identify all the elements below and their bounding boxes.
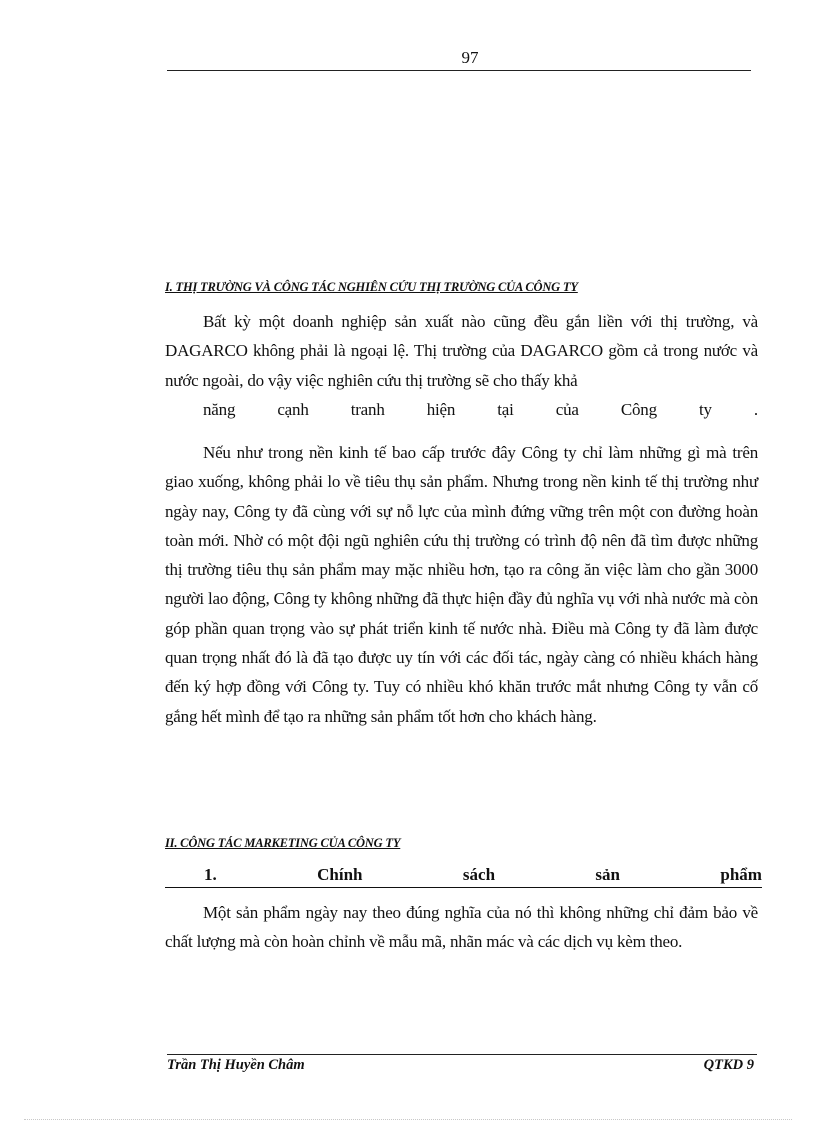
subheading-word: 1.	[204, 865, 217, 884]
subheading-word: phẩm	[720, 865, 762, 884]
footer-class-code: QTKD 9	[703, 1057, 754, 1073]
subheading-word: sách	[462, 865, 496, 884]
subheading-word: sản	[595, 865, 620, 884]
header-rule	[167, 70, 751, 71]
paragraph-market-intro	[165, 307, 758, 424]
word: hiện	[426, 399, 456, 419]
page-edge-divider	[24, 1119, 792, 1120]
justified-last-line	[165, 395, 758, 424]
word: năng	[203, 399, 236, 419]
word: tranh	[350, 399, 385, 419]
word: .	[753, 399, 758, 419]
subheading-product-policy	[165, 863, 762, 888]
word: cạnh	[277, 399, 309, 419]
word: của	[555, 399, 579, 419]
paragraph-product-policy: Một sản phẩm ngày nay theo đúng nghĩa của nó thì không những chỉ đảm bảo về chất lượng mà còn hoàn chỉnh về mẫu mã, nhãn mác và các dịch vụ kèm theo.	[165, 903, 758, 952]
word: tại	[497, 399, 514, 419]
word: ty	[698, 399, 712, 419]
subheading-word: Chính	[317, 865, 363, 884]
page-number: 97	[461, 48, 479, 67]
footer-author: Trần Thị Huyền Châm	[167, 1057, 305, 1073]
word: Công	[620, 399, 657, 419]
footer-rule	[167, 1054, 757, 1055]
section-heading-market: I. THỊ TRƯỜNG VÀ CÔNG TÁC NGHIÊN CỨU THỊ TRƯỜNG CỦA CÔNG TY	[165, 280, 578, 294]
section-heading-marketing: II. CÔNG TÁC MARKETING CỦA CÔNG TY	[165, 836, 401, 850]
paragraph-text: Bất kỳ một doanh nghiệp sản xuất nào cũng đều gắn liền với thị trường, và DAGARCO không phải là ngoại lệ. Thị trường của DAGARCO gồm cả trong nước và nước ngoài, do vậy việc nghiên cứu thị trường sẽ cho thấy khả	[165, 312, 758, 390]
paragraph-market-history: Nếu như trong nền kinh tế bao cấp trước đây Công ty chỉ làm những gì mà trên giao xuống, không phải lo về tiêu thụ sản phẩm. Nhưng trong nền kinh tế thị trường như ngày nay, Công ty đã cùng với sự nỗ lực của mình đứng vững trên một con đường hoàn toàn mới. Nhờ có một đội ngũ nghiên cứu thị trường có trình độ nên đã tìm được những thị trường tiêu thụ sản phẩm may mặc nhiều hơn, tạo ra công ăn việc làm cho gần 3000 người lao động, Công ty không những đã thực hiện đầy đủ nghĩa vụ với nhà nước mà còn góp phần quan trọng vào sự phát triển kinh tế nước nhà. Điều mà Công ty đã làm được quan trọng nhất đó là đã tạo được uy tín với các đối tác, ngày càng có nhiều khách hàng đến ký hợp đồng với Công ty. Tuy có nhiều khó khăn trước mắt nhưng Công ty vẫn cố gắng hết mình để tạo ra những sản phẩm tốt hơn cho khách hàng.	[165, 443, 758, 726]
